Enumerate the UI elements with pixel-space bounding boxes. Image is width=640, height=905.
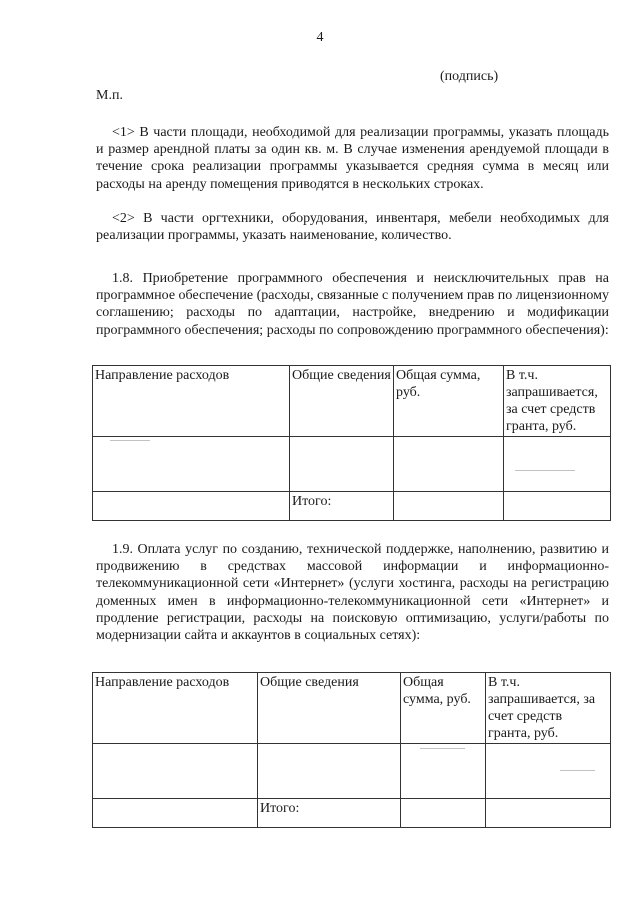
table-1-9 [92, 672, 611, 828]
scan-speck [560, 770, 595, 771]
scan-speck [515, 470, 575, 471]
scan-speck [110, 440, 150, 441]
table-cell [258, 744, 401, 799]
table-cell [504, 437, 611, 492]
table-cell [504, 492, 611, 521]
footnote-2: <2> В части оргтехники, оборудования, инвентаря, мебели необходимых для реализации программы, указать наименование, количество. [96, 211, 609, 244]
scan-speck [420, 748, 465, 749]
total-label: Итого: [258, 799, 401, 828]
table-cell [93, 492, 290, 521]
header-total-sum: Общая сумма, руб. [394, 366, 504, 437]
table-header-row [93, 366, 611, 437]
header-general-info: Общие сведения [258, 673, 401, 744]
table-1-8 [92, 365, 611, 521]
header-grant-share: В т.ч. запрашивается, за счет средств гранта, руб. [504, 366, 611, 437]
header-direction: Направление расходов [93, 673, 258, 744]
section-1-9-text: 1.9. Оплата услуг по созданию, технической поддержке, наполнению, развитию и продвижению в средствах массовой информации и информационно-телекоммуникационной сети «Интернет» (услуги хостинга, расходы на регистрацию доменных имен в информационно-телекоммуникационной сети «Интернет» и продление регистрации, расходы на поисковую оптимизацию, услуги/работы по модернизации сайта и аккаунтов в социальных сетях): [96, 542, 609, 644]
table-row [93, 744, 611, 799]
header-grant-share: В т.ч. запрашивается, за счет средств гранта, руб. [486, 673, 611, 744]
footnote-1: <1> В части площади, необходимой для реализации программы, указать площадь и размер арендной платы за один кв. м. В случае изменения арендуемой площади в течение срока реализации программы указывается средняя сумма в месяц или расходы на аренду помещения приводятся в нескольких строках. [96, 125, 609, 192]
page-number: 4 [316, 30, 324, 45]
table-cell [93, 437, 290, 492]
table-cell [93, 799, 258, 828]
table-row [93, 437, 611, 492]
total-label: Итого: [290, 492, 394, 521]
signature-label: (подпись) [440, 69, 499, 84]
header-general-info: Общие сведения [290, 366, 394, 437]
table-cell [401, 799, 486, 828]
table-cell [486, 744, 611, 799]
table-cell [93, 744, 258, 799]
table-cell [394, 437, 504, 492]
section-1-8-text: 1.8. Приобретение программного обеспечения и неисключительных прав на программное обеспечение (расходы, связанные с получением прав по лицензионному соглашению; расходы по адаптации, настройке, внедрению и модификации программного обеспечения; расходы по сопровождению программного обеспечения): [96, 271, 609, 338]
table-cell [401, 744, 486, 799]
table-total-row [93, 799, 611, 828]
header-direction: Направление расходов [93, 366, 290, 437]
table-cell [290, 437, 394, 492]
table-cell [486, 799, 611, 828]
table-cell [394, 492, 504, 521]
seal-label: М.п. [96, 88, 123, 103]
header-total-sum: Общая сумма, руб. [401, 673, 486, 744]
table-total-row [93, 492, 611, 521]
table-header-row [93, 673, 611, 744]
